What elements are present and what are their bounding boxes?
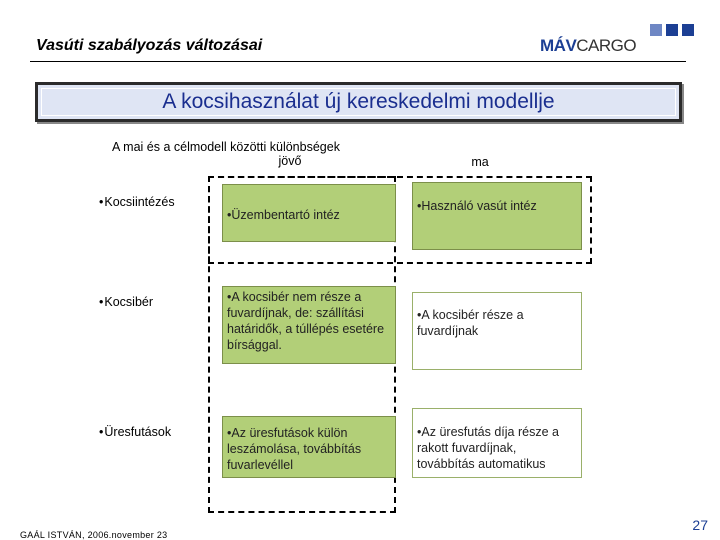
logo-text: MÁVCARGO bbox=[540, 36, 637, 55]
cell-today-uresfutasok: • Az üresfutás díja része a rakott fuvardíjnak, továbbítás automatikus bbox=[412, 408, 582, 478]
mav-cargo-logo bbox=[540, 24, 700, 58]
row-label-uresfutasok: • Üresfutások bbox=[99, 425, 171, 439]
subheading: A mai és a célmodell közötti különbségek bbox=[112, 140, 340, 154]
row-label-kocsiintezes: • Kocsiintézés bbox=[99, 195, 175, 209]
cell-today-kocsiber: • A kocsibér része a fuvardíjnak bbox=[412, 292, 582, 370]
heading-text: A kocsihasználat új kereskedelmi modellje bbox=[162, 90, 555, 113]
footer-author: GAÁL ISTVÁN, 2006.november 23 bbox=[20, 530, 168, 540]
page-number: 27 bbox=[692, 517, 708, 533]
column-label-future: jövő bbox=[278, 154, 302, 168]
row-label-kocsiber: • Kocsibér bbox=[99, 295, 153, 309]
cell-today-kocsiintezes: • Használó vasút intéz bbox=[412, 182, 582, 250]
cell-future-uresfutasok: • Az üresfutások külön leszámolása, továbbítás fuvarlevéllel bbox=[222, 416, 396, 478]
logo-squares-icon bbox=[650, 24, 698, 36]
cell-future-kocsiber: • A kocsibér nem része a fuvardíjnak, de: szállítási határidők, a túllépés esetére bírsággal. bbox=[222, 286, 396, 364]
slide-title: Vasúti szabályozás változásai bbox=[36, 37, 263, 54]
column-label-today: ma bbox=[471, 155, 489, 169]
title-divider bbox=[30, 61, 686, 62]
heading-box bbox=[35, 82, 682, 122]
cell-future-kocsiintezes: • Üzembentartó intéz bbox=[222, 184, 396, 242]
